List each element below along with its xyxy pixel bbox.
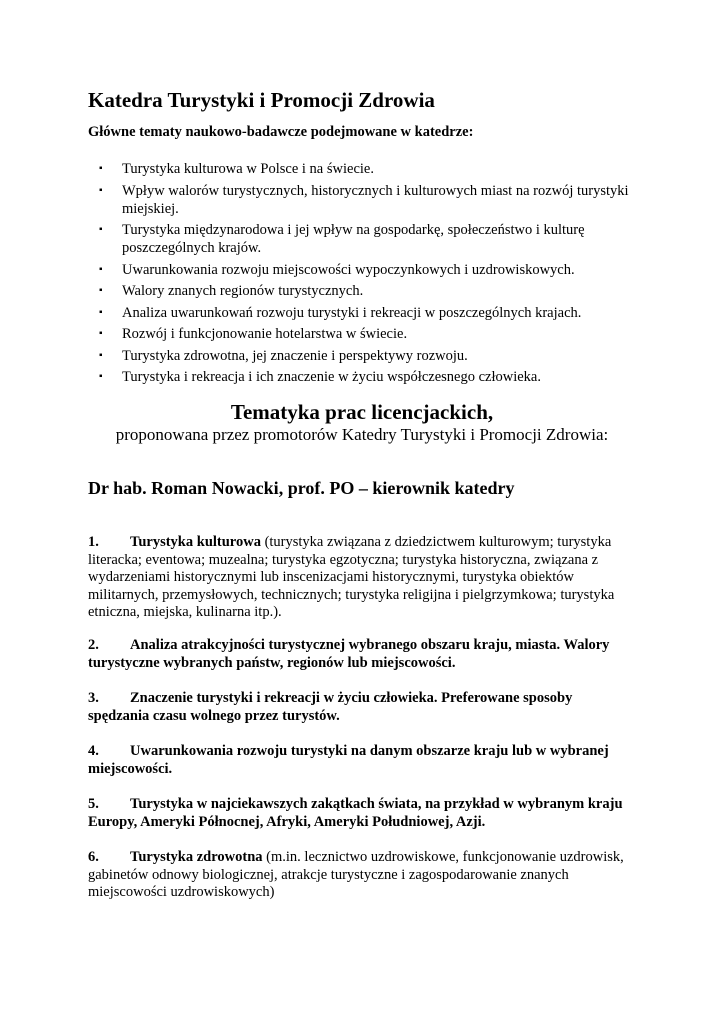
bullet-icon: ▪ (99, 371, 103, 382)
bullet-icon: ▪ (99, 328, 103, 339)
bullet-icon: ▪ (99, 306, 103, 318)
list-item: ▪ Uwarunkowania rozwoju miejscowości wypoczynkowych i uzdrowiskowych. (99, 261, 575, 278)
thesis-topic-item: 3. Znaczenie turystyki i rekreacji w życiu człowieka. Preferowane sposoby spędzania czasu wolnego przez turystów. (88, 690, 573, 724)
bullet-icon: ▪ (99, 263, 103, 275)
list-item: ▪ Walory znanych regionów turystycznych. (99, 283, 364, 299)
page-title: Katedra Turystyki i Promocji Zdrowia (88, 88, 435, 112)
list-item: ▪ Analiza uwarunkowań rozwoju turystyki i rekreacji w poszczególnych krajach. (99, 304, 582, 321)
promoter-heading: Dr hab. Roman Nowacki, prof. PO – kierownik katedry (88, 478, 515, 498)
list-item: ▪ Turystyka międzynarodowa i jej wpływ na gospodarkę, społeczeństwo i kulturę poszczególnych krajów. (99, 222, 585, 256)
list-item: ▪ Turystyka kulturowa w Polsce i na świecie. (99, 161, 374, 177)
list-item: ▪ Turystyka zdrowotna, jej znaczenie i perspektywy rozwoju. (99, 347, 468, 364)
research-topics-heading: Główne tematy naukowo-badawcze podejmowane w katedrze: (88, 124, 474, 140)
list-item: ▪ Turystyka i rekreacja i ich znaczenie w życiu współczesnego człowieka. (99, 369, 541, 385)
list-item: ▪ Wpływ walorów turystycznych, historycznych i kulturowych miast na rozwój turystyki miejskiej. (99, 182, 629, 217)
thesis-topic-item: 6. Turystyka zdrowotna (m.in. lecznictwo uzdrowiskowe, funkcjonowanie uzdrowisk, gabinetów odnowy biologicznej, atrakcje turystyczne i zagospodarowanie znanych miejscowości uzdrowiskowych) (88, 849, 624, 900)
bullet-icon: ▪ (99, 349, 103, 361)
list-item: ▪ Rozwój i funkcjonowanie hotelarstwa w świecie. (99, 326, 408, 342)
bullet-icon: ▪ (99, 285, 103, 296)
research-topics-list (88, 160, 636, 390)
thesis-topics-title: Tematyka prac licencjackich, (230, 400, 494, 424)
thesis-topic-item: 1. Turystyka kulturowa (turystyka związana z dziedzictwem kulturowym; turystyka literacka; eventowa; muzealna; turystyka egzotyczna; turystyka historyczna, związana z wydarzeniami historycznymi lub inscenizacjami historycznymi, turystyka obiektów militarnych, przemysłowych, technicznych; turystyka religijna i pielgrzymkowa; turystyka etniczna, miejska, kulinarna itp.). (88, 534, 615, 620)
thesis-topic-item: 2. Analiza atrakcyjności turystycznej wybranego obszaru kraju, miasta. Walory turystyczne wybranych państw, regionów lub miejscowości. (88, 637, 610, 671)
bullet-icon: ▪ (99, 184, 103, 196)
bullet-icon: ▪ (99, 224, 103, 235)
thesis-topic-item: 4. Uwarunkowania rozwoju turystyki na danym obszarze kraju lub w wybranej miejscowości. (88, 743, 609, 777)
thesis-topic-item: 5. Turystyka w najciekawszych zakątkach świata, na przykład w wybranym kraju Europy, Ameryki Północnej, Afryki, Ameryki Południowej, Azji. (88, 796, 623, 830)
bullet-icon: ▪ (99, 163, 103, 174)
thesis-topics-subtitle: proponowana przez promotorów Katedry Turystyki i Promocji Zdrowia: (115, 425, 609, 444)
